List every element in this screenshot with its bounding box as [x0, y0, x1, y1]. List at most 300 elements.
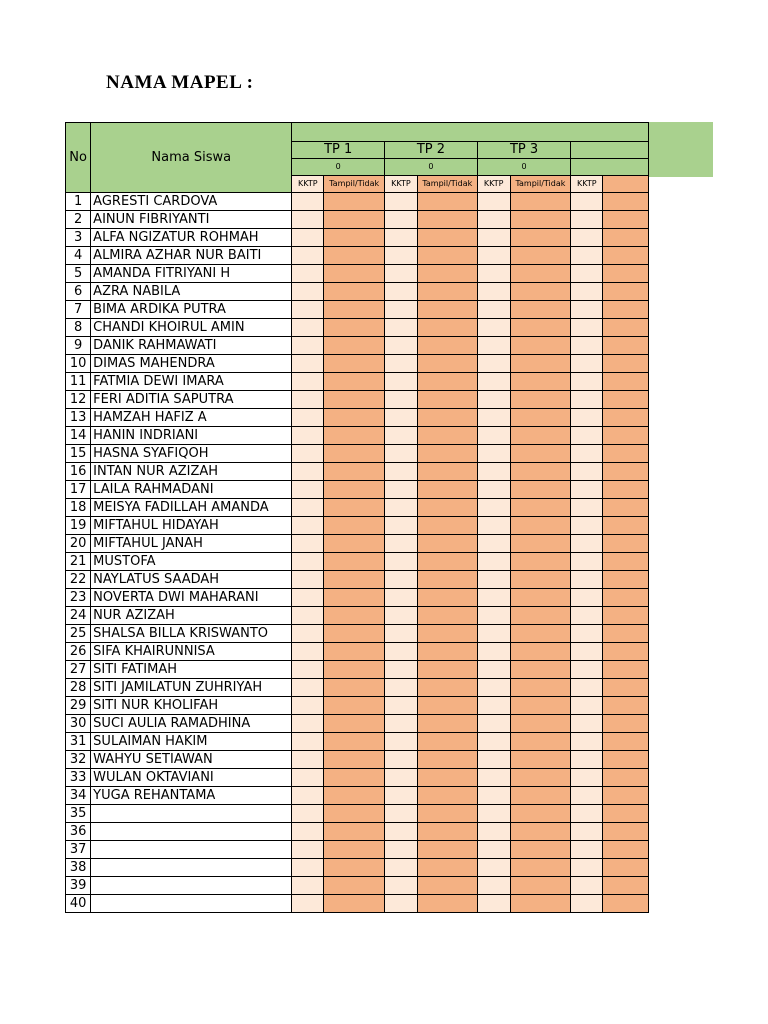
kktp-cell[interactable] [477, 697, 510, 715]
status-cell[interactable] [417, 445, 477, 463]
kktp-cell[interactable] [292, 481, 324, 499]
student-name-cell[interactable]: SUCI AULIA RAMADHINA [91, 715, 292, 733]
status-cell[interactable] [324, 877, 385, 895]
kktp-cell[interactable] [477, 409, 510, 427]
kktp-cell[interactable] [385, 535, 418, 553]
kktp-cell[interactable] [477, 877, 510, 895]
status-cell[interactable] [324, 445, 385, 463]
kktp-cell[interactable] [571, 193, 603, 211]
row-number[interactable]: 11 [66, 373, 91, 391]
status-cell[interactable] [324, 247, 385, 265]
kktp-cell[interactable] [385, 337, 418, 355]
kktp-cell[interactable] [385, 553, 418, 571]
kktp-cell[interactable] [385, 301, 418, 319]
kktp-cell[interactable] [477, 787, 510, 805]
kktp-cell[interactable] [292, 193, 324, 211]
row-number[interactable]: 15 [66, 445, 91, 463]
status-cell[interactable] [603, 661, 649, 679]
status-cell[interactable] [417, 733, 477, 751]
kktp-cell[interactable] [571, 859, 603, 877]
kktp-cell[interactable] [571, 499, 603, 517]
status-cell[interactable] [417, 535, 477, 553]
row-number[interactable]: 14 [66, 427, 91, 445]
status-cell[interactable] [510, 319, 571, 337]
kktp-cell[interactable] [571, 751, 603, 769]
status-cell[interactable] [324, 427, 385, 445]
row-number[interactable]: 36 [66, 823, 91, 841]
status-cell[interactable] [603, 697, 649, 715]
row-number[interactable]: 17 [66, 481, 91, 499]
kktp-cell[interactable] [477, 841, 510, 859]
row-number[interactable]: 38 [66, 859, 91, 877]
row-number[interactable]: 4 [66, 247, 91, 265]
status-cell[interactable] [324, 769, 385, 787]
kktp-cell[interactable] [292, 445, 324, 463]
status-cell[interactable] [603, 337, 649, 355]
kktp-cell[interactable] [477, 661, 510, 679]
row-number[interactable]: 33 [66, 769, 91, 787]
kktp-cell[interactable] [385, 319, 418, 337]
status-cell[interactable] [417, 355, 477, 373]
row-number[interactable]: 13 [66, 409, 91, 427]
kktp-cell[interactable] [571, 355, 603, 373]
row-number[interactable]: 5 [66, 265, 91, 283]
student-name-cell[interactable]: SULAIMAN HAKIM [91, 733, 292, 751]
kktp-cell[interactable] [571, 373, 603, 391]
status-cell[interactable] [417, 463, 477, 481]
status-cell[interactable] [417, 229, 477, 247]
status-cell[interactable] [603, 301, 649, 319]
kktp-cell[interactable] [571, 805, 603, 823]
status-cell[interactable] [510, 589, 571, 607]
status-cell[interactable] [417, 841, 477, 859]
row-number[interactable]: 2 [66, 211, 91, 229]
student-name-cell[interactable]: AGRESTI CARDOVA [91, 193, 292, 211]
kktp-cell[interactable] [477, 319, 510, 337]
status-cell[interactable] [417, 319, 477, 337]
status-cell[interactable] [417, 481, 477, 499]
status-cell[interactable] [324, 787, 385, 805]
status-cell[interactable] [510, 715, 571, 733]
status-cell[interactable] [603, 481, 649, 499]
status-cell[interactable] [324, 481, 385, 499]
status-cell[interactable] [603, 247, 649, 265]
kktp-cell[interactable] [571, 463, 603, 481]
kktp-cell[interactable] [292, 427, 324, 445]
status-cell[interactable] [510, 625, 571, 643]
status-cell[interactable] [510, 211, 571, 229]
status-cell[interactable] [324, 661, 385, 679]
kktp-cell[interactable] [571, 211, 603, 229]
status-cell[interactable] [510, 283, 571, 301]
status-cell[interactable] [510, 823, 571, 841]
kktp-cell[interactable] [571, 445, 603, 463]
kktp-cell[interactable] [292, 265, 324, 283]
kktp-cell[interactable] [385, 589, 418, 607]
student-name-cell[interactable]: FATMIA DEWI IMARA [91, 373, 292, 391]
status-cell[interactable] [417, 805, 477, 823]
student-name-cell[interactable]: CHANDI KHOIRUL AMIN [91, 319, 292, 337]
student-name-cell[interactable]: ALFA NGIZATUR ROHMAH [91, 229, 292, 247]
kktp-cell[interactable] [292, 643, 324, 661]
status-cell[interactable] [417, 211, 477, 229]
kktp-cell[interactable] [292, 283, 324, 301]
status-cell[interactable] [324, 499, 385, 517]
student-name-cell[interactable]: LAILA RAHMADANI [91, 481, 292, 499]
status-cell[interactable] [324, 859, 385, 877]
row-number[interactable]: 19 [66, 517, 91, 535]
kktp-cell[interactable] [571, 571, 603, 589]
kktp-cell[interactable] [292, 319, 324, 337]
status-cell[interactable] [510, 247, 571, 265]
kktp-cell[interactable] [571, 607, 603, 625]
kktp-cell[interactable] [385, 733, 418, 751]
status-cell[interactable] [510, 265, 571, 283]
kktp-cell[interactable] [571, 283, 603, 301]
kktp-cell[interactable] [571, 823, 603, 841]
kktp-cell[interactable] [292, 895, 324, 913]
kktp-cell[interactable] [477, 679, 510, 697]
kktp-cell[interactable] [477, 463, 510, 481]
kktp-cell[interactable] [571, 553, 603, 571]
status-cell[interactable] [417, 625, 477, 643]
kktp-cell[interactable] [571, 661, 603, 679]
status-cell[interactable] [510, 355, 571, 373]
kktp-cell[interactable] [385, 229, 418, 247]
status-cell[interactable] [510, 409, 571, 427]
row-number[interactable]: 16 [66, 463, 91, 481]
status-cell[interactable] [510, 643, 571, 661]
row-number[interactable]: 10 [66, 355, 91, 373]
status-cell[interactable] [510, 373, 571, 391]
row-number[interactable]: 3 [66, 229, 91, 247]
kktp-cell[interactable] [571, 409, 603, 427]
student-name-cell[interactable]: WULAN OKTAVIANI [91, 769, 292, 787]
status-cell[interactable] [417, 265, 477, 283]
row-number[interactable]: 1 [66, 193, 91, 211]
status-cell[interactable] [417, 679, 477, 697]
kktp-cell[interactable] [477, 193, 510, 211]
kktp-cell[interactable] [385, 895, 418, 913]
status-cell[interactable] [324, 193, 385, 211]
status-cell[interactable] [417, 517, 477, 535]
status-cell[interactable] [510, 571, 571, 589]
student-name-cell[interactable]: SITI NUR KHOLIFAH [91, 697, 292, 715]
kktp-cell[interactable] [385, 373, 418, 391]
kktp-cell[interactable] [385, 211, 418, 229]
kktp-cell[interactable] [571, 319, 603, 337]
kktp-cell[interactable] [477, 589, 510, 607]
status-cell[interactable] [324, 841, 385, 859]
kktp-cell[interactable] [477, 823, 510, 841]
kktp-cell[interactable] [385, 805, 418, 823]
kktp-cell[interactable] [292, 787, 324, 805]
kktp-cell[interactable] [477, 283, 510, 301]
kktp-cell[interactable] [385, 661, 418, 679]
student-name-cell[interactable]: WAHYU SETIAWAN [91, 751, 292, 769]
status-cell[interactable] [324, 715, 385, 733]
kktp-cell[interactable] [292, 715, 324, 733]
row-number[interactable]: 24 [66, 607, 91, 625]
kktp-cell[interactable] [292, 409, 324, 427]
status-cell[interactable] [417, 553, 477, 571]
kktp-cell[interactable] [385, 481, 418, 499]
kktp-cell[interactable] [571, 769, 603, 787]
status-cell[interactable] [510, 877, 571, 895]
kktp-cell[interactable] [385, 427, 418, 445]
status-cell[interactable] [510, 391, 571, 409]
row-number[interactable]: 27 [66, 661, 91, 679]
student-name-cell[interactable]: BIMA ARDIKA PUTRA [91, 301, 292, 319]
status-cell[interactable] [510, 445, 571, 463]
status-cell[interactable] [324, 823, 385, 841]
kktp-cell[interactable] [571, 877, 603, 895]
status-cell[interactable] [510, 193, 571, 211]
kktp-cell[interactable] [571, 535, 603, 553]
status-cell[interactable] [603, 589, 649, 607]
kktp-cell[interactable] [292, 463, 324, 481]
kktp-cell[interactable] [477, 895, 510, 913]
status-cell[interactable] [417, 337, 477, 355]
status-cell[interactable] [324, 229, 385, 247]
kktp-cell[interactable] [571, 679, 603, 697]
status-cell[interactable] [603, 373, 649, 391]
row-number[interactable]: 20 [66, 535, 91, 553]
kktp-cell[interactable] [571, 787, 603, 805]
kktp-cell[interactable] [571, 301, 603, 319]
row-number[interactable]: 29 [66, 697, 91, 715]
student-name-cell[interactable] [91, 823, 292, 841]
kktp-cell[interactable] [571, 337, 603, 355]
status-cell[interactable] [324, 337, 385, 355]
kktp-cell[interactable] [385, 841, 418, 859]
kktp-cell[interactable] [571, 715, 603, 733]
kktp-cell[interactable] [571, 229, 603, 247]
row-number[interactable]: 30 [66, 715, 91, 733]
kktp-cell[interactable] [571, 247, 603, 265]
kktp-cell[interactable] [292, 373, 324, 391]
student-name-cell[interactable]: INTAN NUR AZIZAH [91, 463, 292, 481]
kktp-cell[interactable] [385, 247, 418, 265]
kktp-cell[interactable] [571, 265, 603, 283]
status-cell[interactable] [417, 427, 477, 445]
student-name-cell[interactable]: ALMIRA AZHAR NUR BAITI [91, 247, 292, 265]
kktp-cell[interactable] [292, 661, 324, 679]
kktp-cell[interactable] [292, 247, 324, 265]
status-cell[interactable] [603, 283, 649, 301]
status-cell[interactable] [603, 553, 649, 571]
kktp-cell[interactable] [292, 535, 324, 553]
status-cell[interactable] [417, 589, 477, 607]
status-cell[interactable] [417, 607, 477, 625]
kktp-cell[interactable] [292, 823, 324, 841]
status-cell[interactable] [417, 643, 477, 661]
student-name-cell[interactable]: YUGA REHANTAMA [91, 787, 292, 805]
kktp-cell[interactable] [477, 625, 510, 643]
kktp-cell[interactable] [385, 265, 418, 283]
status-cell[interactable] [510, 733, 571, 751]
status-cell[interactable] [603, 409, 649, 427]
kktp-cell[interactable] [292, 859, 324, 877]
kktp-cell[interactable] [477, 571, 510, 589]
kktp-cell[interactable] [571, 625, 603, 643]
kktp-cell[interactable] [571, 427, 603, 445]
kktp-cell[interactable] [477, 499, 510, 517]
status-cell[interactable] [417, 859, 477, 877]
kktp-cell[interactable] [385, 571, 418, 589]
student-name-cell[interactable]: SIFA KHAIRUNNISA [91, 643, 292, 661]
status-cell[interactable] [603, 607, 649, 625]
row-number[interactable]: 26 [66, 643, 91, 661]
kktp-cell[interactable] [477, 427, 510, 445]
kktp-cell[interactable] [292, 841, 324, 859]
kktp-cell[interactable] [385, 769, 418, 787]
kktp-cell[interactable] [571, 481, 603, 499]
kktp-cell[interactable] [292, 211, 324, 229]
kktp-cell[interactable] [477, 265, 510, 283]
status-cell[interactable] [510, 679, 571, 697]
status-cell[interactable] [324, 589, 385, 607]
kktp-cell[interactable] [292, 391, 324, 409]
status-cell[interactable] [510, 805, 571, 823]
row-number[interactable]: 18 [66, 499, 91, 517]
status-cell[interactable] [510, 751, 571, 769]
status-cell[interactable] [417, 499, 477, 517]
kktp-cell[interactable] [571, 391, 603, 409]
kktp-cell[interactable] [292, 355, 324, 373]
status-cell[interactable] [510, 895, 571, 913]
status-cell[interactable] [510, 841, 571, 859]
status-cell[interactable] [603, 751, 649, 769]
student-name-cell[interactable]: NUR AZIZAH [91, 607, 292, 625]
student-name-cell[interactable]: MUSTOFA [91, 553, 292, 571]
student-name-cell[interactable]: NAYLATUS SAADAH [91, 571, 292, 589]
kktp-cell[interactable] [477, 301, 510, 319]
status-cell[interactable] [510, 517, 571, 535]
status-cell[interactable] [324, 391, 385, 409]
row-number[interactable]: 6 [66, 283, 91, 301]
status-cell[interactable] [603, 229, 649, 247]
kktp-cell[interactable] [292, 517, 324, 535]
kktp-cell[interactable] [292, 229, 324, 247]
kktp-cell[interactable] [571, 895, 603, 913]
kktp-cell[interactable] [292, 733, 324, 751]
status-cell[interactable] [324, 283, 385, 301]
kktp-cell[interactable] [385, 823, 418, 841]
student-name-cell[interactable]: SITI FATIMAH [91, 661, 292, 679]
status-cell[interactable] [603, 679, 649, 697]
status-cell[interactable] [603, 319, 649, 337]
status-cell[interactable] [417, 823, 477, 841]
student-name-cell[interactable] [91, 841, 292, 859]
student-name-cell[interactable] [91, 877, 292, 895]
status-cell[interactable] [324, 463, 385, 481]
status-cell[interactable] [510, 535, 571, 553]
status-cell[interactable] [324, 355, 385, 373]
status-cell[interactable] [324, 373, 385, 391]
kktp-cell[interactable] [385, 445, 418, 463]
status-cell[interactable] [417, 769, 477, 787]
status-cell[interactable] [603, 715, 649, 733]
status-cell[interactable] [510, 229, 571, 247]
student-name-cell[interactable]: AMANDA FITRIYANI H [91, 265, 292, 283]
kktp-cell[interactable] [292, 589, 324, 607]
kktp-cell[interactable] [385, 859, 418, 877]
kktp-cell[interactable] [477, 517, 510, 535]
student-name-cell[interactable]: DIMAS MAHENDRA [91, 355, 292, 373]
kktp-cell[interactable] [477, 805, 510, 823]
kktp-cell[interactable] [292, 751, 324, 769]
status-cell[interactable] [603, 859, 649, 877]
status-cell[interactable] [510, 337, 571, 355]
status-cell[interactable] [510, 769, 571, 787]
kktp-cell[interactable] [385, 697, 418, 715]
kktp-cell[interactable] [477, 355, 510, 373]
status-cell[interactable] [603, 517, 649, 535]
status-cell[interactable] [324, 643, 385, 661]
status-cell[interactable] [603, 355, 649, 373]
status-cell[interactable] [324, 751, 385, 769]
status-cell[interactable] [417, 373, 477, 391]
status-cell[interactable] [417, 409, 477, 427]
status-cell[interactable] [603, 463, 649, 481]
status-cell[interactable] [603, 211, 649, 229]
status-cell[interactable] [417, 193, 477, 211]
status-cell[interactable] [603, 877, 649, 895]
student-name-cell[interactable]: FERI ADITIA SAPUTRA [91, 391, 292, 409]
row-number[interactable]: 7 [66, 301, 91, 319]
student-name-cell[interactable]: SITI JAMILATUN ZUHRIYAH [91, 679, 292, 697]
status-cell[interactable] [603, 427, 649, 445]
student-name-cell[interactable]: AZRA NABILA [91, 283, 292, 301]
kktp-cell[interactable] [292, 805, 324, 823]
student-name-cell[interactable]: SHALSA BILLA KRISWANTO [91, 625, 292, 643]
row-number[interactable]: 35 [66, 805, 91, 823]
status-cell[interactable] [417, 247, 477, 265]
kktp-cell[interactable] [477, 229, 510, 247]
row-number[interactable]: 12 [66, 391, 91, 409]
kktp-cell[interactable] [385, 391, 418, 409]
kktp-cell[interactable] [385, 877, 418, 895]
kktp-cell[interactable] [385, 517, 418, 535]
status-cell[interactable] [603, 193, 649, 211]
status-cell[interactable] [510, 463, 571, 481]
status-cell[interactable] [510, 607, 571, 625]
row-number[interactable]: 34 [66, 787, 91, 805]
status-cell[interactable] [324, 679, 385, 697]
status-cell[interactable] [417, 283, 477, 301]
status-cell[interactable] [324, 211, 385, 229]
status-cell[interactable] [417, 877, 477, 895]
status-cell[interactable] [603, 391, 649, 409]
row-number[interactable]: 40 [66, 895, 91, 913]
status-cell[interactable] [603, 625, 649, 643]
status-cell[interactable] [324, 319, 385, 337]
status-cell[interactable] [603, 841, 649, 859]
kktp-cell[interactable] [385, 499, 418, 517]
row-number[interactable]: 31 [66, 733, 91, 751]
kktp-cell[interactable] [477, 715, 510, 733]
kktp-cell[interactable] [477, 607, 510, 625]
kktp-cell[interactable] [571, 589, 603, 607]
row-number[interactable]: 21 [66, 553, 91, 571]
kktp-cell[interactable] [477, 733, 510, 751]
kktp-cell[interactable] [477, 211, 510, 229]
row-number[interactable]: 8 [66, 319, 91, 337]
status-cell[interactable] [603, 733, 649, 751]
status-cell[interactable] [324, 733, 385, 751]
status-cell[interactable] [324, 805, 385, 823]
